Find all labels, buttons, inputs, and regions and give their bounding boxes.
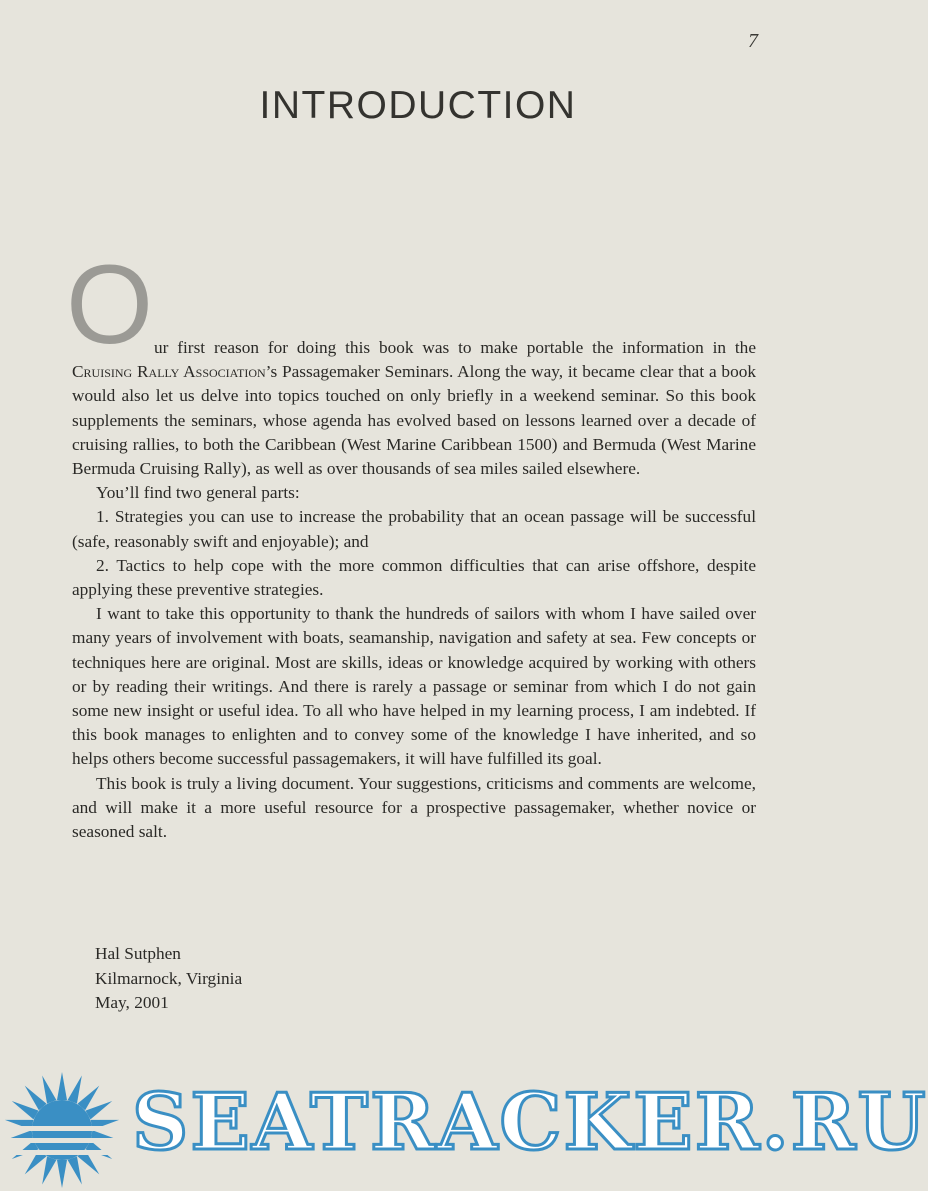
paragraph-1 [66, 242, 756, 481]
paragraph-1-continued: ’s Passagemaker Seminars. Along the way, it became clear that a book would also let us delve into topics touched on only briefly in a weekend seminar. So this book supplements the seminars, whose agenda has evolved based on lessons learned over a decade of cruising rallies, to both the Caribbean (West Marine Caribbean 1500) and Bermuda (West Marine Bermuda Cruising Rally), as well as over thousands of sea miles sailed elsewhere. [72, 362, 756, 479]
paragraph-5: I want to take this opportunity to thank the hundreds of sailors with whom I have sailed over many years of involvement with boats, seamanship, navigation and safety at sea. Few concepts or techniques here are original. Most are skills, ideas or knowledge acquired by working with others or by reading their writings. And there is rarely a passage or seminar from which I do not gain some new insight or useful idea. To all who have helped in my learning process, I am indebted. If this book manages to enlighten and to convey some of the knowledge I have inherited, and so helps others become successful passagemakers, it will have fulfilled its goal. [72, 604, 756, 769]
paragraph-6: This book is truly a living document. Your suggestions, criticisms and comments are welcome, and will make it a more useful resource for a prospective passagemaker, whether novice or seasoned salt. [72, 773, 756, 842]
author-name: Hal Sutphen [95, 944, 181, 963]
signature-block [95, 942, 242, 1016]
drop-cap: O [66, 242, 154, 367]
paragraph-4: 2. Tactics to help cope with the more common difficulties that can arise offshore, despite applying these preventive strategies. [72, 555, 756, 600]
paragraph-3: 1. Strategies you can use to increase the probability that an ocean passage will be successful (safe, reasonably swift and enjoyable); and [72, 507, 756, 551]
organization-name: Cruising Rally Association [72, 362, 266, 382]
introduction-body [66, 242, 756, 844]
paragraph-1-text: ur first reason for doing this book was to make portable the information in the [154, 338, 756, 357]
paragraph-2: You’ll find two general parts: [96, 483, 300, 503]
drop-cap-spacer [72, 258, 756, 336]
chapter-title: INTRODUCTION [259, 84, 577, 127]
page-number: 7 [748, 30, 758, 52]
signature-date: May, 2001 [95, 993, 169, 1012]
author-location: Kilmarnock, Virginia [95, 968, 243, 988]
watermark-text: SEATRACKER.RU [132, 1077, 928, 1168]
